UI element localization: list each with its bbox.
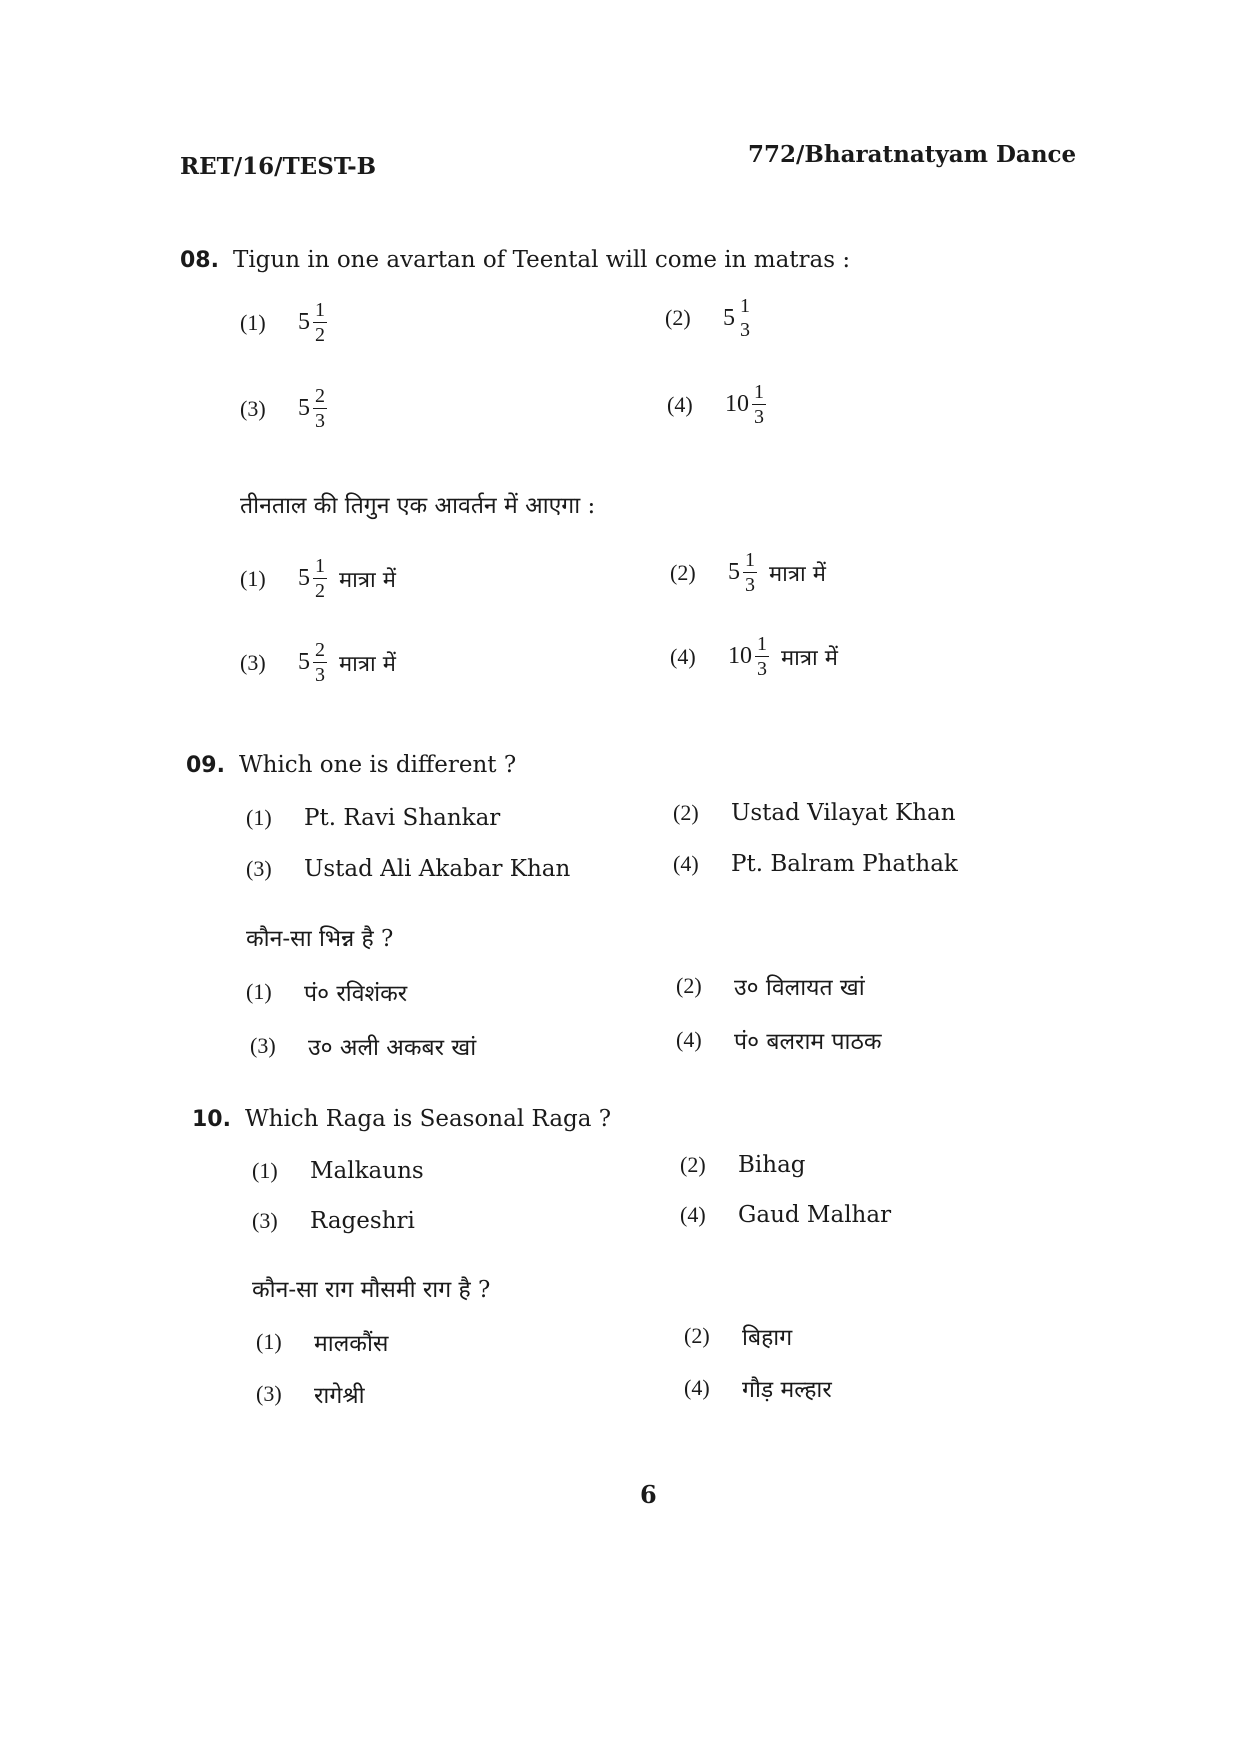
fraction: 5 1 3 (723, 295, 750, 341)
question-text: Tigun in one avartan of Teental will come in matras : (232, 247, 851, 273)
question-08 (180, 247, 850, 273)
q10-option-4: (4) Gaud Malhar (680, 1202, 892, 1228)
fraction: 10 1 3 (728, 633, 767, 680)
fraction: 5 2 3 (298, 639, 325, 686)
question-10-hindi: कौन-सा राग मौसमी राग है ? (252, 1277, 491, 1303)
q09-hindi-option-3: (3) उ० अली अकबर खां (250, 1033, 477, 1061)
q08-hindi-option-2: (2) 5 1 3 मात्रा में (670, 549, 826, 596)
q09-option-1: (1) Pt. Ravi Shankar (246, 805, 501, 831)
fraction: 10 1 3 (725, 381, 764, 428)
paper-code: RET/16/TEST-B (180, 153, 377, 180)
q08-hindi-option-3: (3) 5 2 3 मात्रा में (240, 639, 396, 686)
q10-hindi-option-1: (1) मालकौंस (256, 1329, 389, 1357)
fraction: 5 1 2 (298, 299, 325, 346)
q09-hindi-option-1: (1) पं० रविशंकर (246, 979, 408, 1007)
q09-option-4: (4) Pt. Balram Phathak (673, 851, 958, 877)
page-number: 6 (640, 1480, 657, 1509)
q08-option-4: (4) 10 1 3 (667, 381, 764, 428)
q08-option-1: (1) 5 1 2 (240, 299, 325, 346)
subject-title: 772/Bharatnatyam Dance (748, 141, 1077, 168)
question-number: 08. (180, 248, 219, 273)
question-number: 09. (186, 753, 225, 778)
question-09 (186, 752, 516, 778)
q08-option-2: (2) 5 1 3 (665, 295, 750, 341)
q08-hindi-option-4: (4) 10 1 3 मात्रा में (670, 633, 838, 680)
q09-option-3: (3) Ustad Ali Akabar Khan (246, 856, 571, 882)
q10-option-2: (2) Bihag (680, 1152, 806, 1178)
fraction: 5 2 3 (298, 385, 325, 432)
q09-hindi-option-4: (4) पं० बलराम पाठक (676, 1027, 882, 1055)
question-09-hindi: कौन-सा भिन्न है ? (246, 926, 394, 952)
question-08-hindi: तीनताल की तिगुन एक आवर्तन में आएगा : (240, 493, 596, 519)
q09-option-2: (2) Ustad Vilayat Khan (673, 800, 956, 826)
q10-hindi-option-3: (3) रागेश्री (256, 1381, 365, 1409)
q09-hindi-option-2: (2) उ० विलायत खां (676, 973, 865, 1001)
q10-hindi-option-4: (4) गौड़ मल्हार (684, 1375, 832, 1403)
q10-hindi-option-2: (2) बिहाग (684, 1323, 793, 1351)
question-text: Which one is different ? (238, 752, 517, 778)
q08-option-3: (3) 5 2 3 (240, 385, 325, 432)
q10-option-1: (1) Malkauns (252, 1158, 424, 1184)
fraction: 5 1 3 (728, 549, 755, 596)
question-text: Which Raga is Seasonal Raga ? (244, 1106, 612, 1132)
question-number: 10. (192, 1107, 231, 1132)
q08-hindi-option-1: (1) 5 1 2 मात्रा में (240, 555, 396, 602)
q10-option-3: (3) Rageshri (252, 1208, 415, 1234)
fraction: 5 1 2 (298, 555, 325, 602)
question-10 (192, 1106, 611, 1132)
